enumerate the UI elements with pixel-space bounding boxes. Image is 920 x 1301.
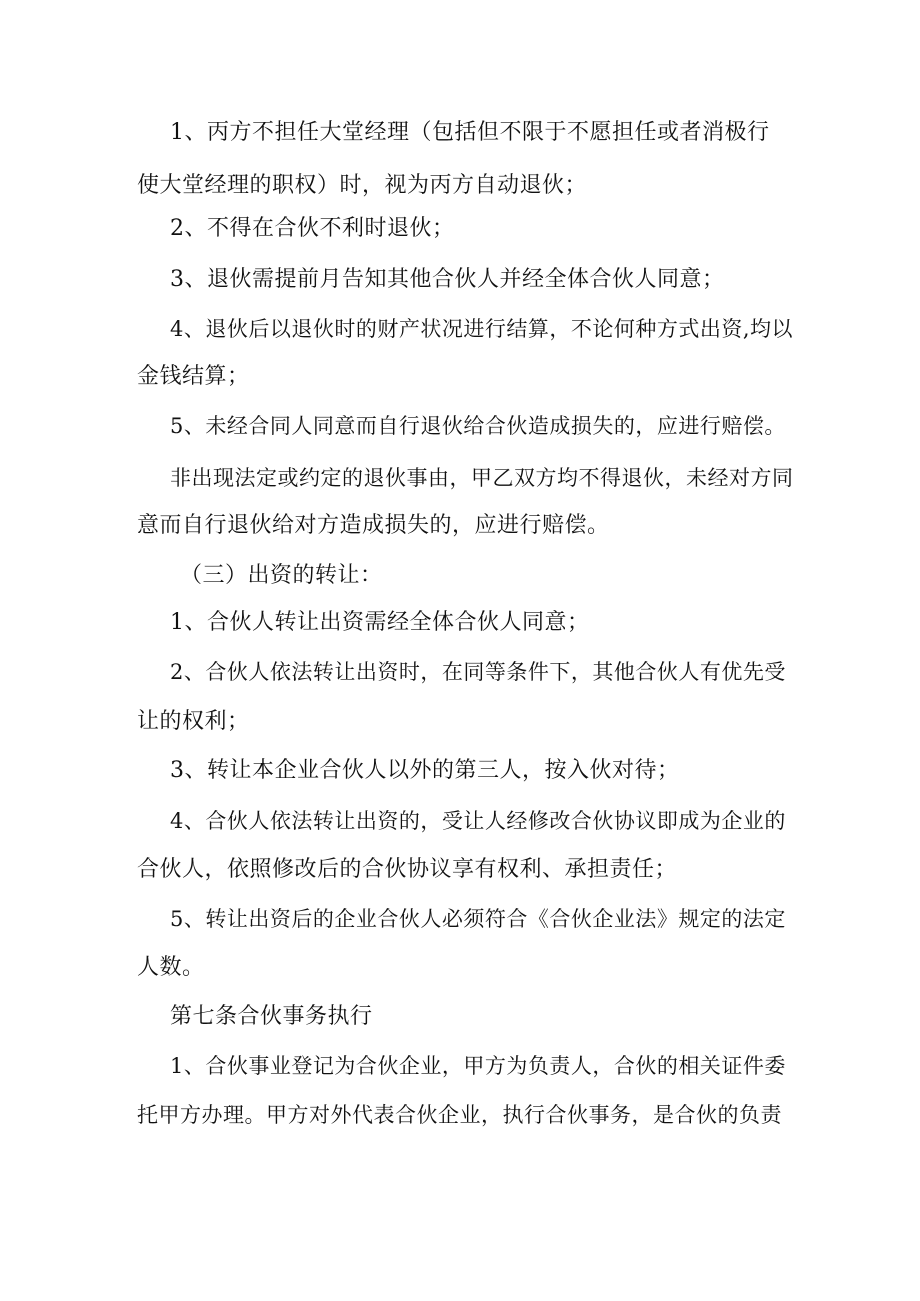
paragraph-line: 金钱结算； bbox=[137, 364, 250, 389]
paragraph-line: 4、退伙后以退伙时的财产状况进行结算，不论何种方式出资,均以 bbox=[170, 317, 794, 341]
paragraph-line: 1、合伙人转让出资需经全体合伙人同意； bbox=[170, 610, 590, 635]
section-heading: （三）出资的转让： bbox=[180, 563, 383, 588]
paragraph-line: 5、未经合同人同意而自行退伙给合伙造成损失的，应进行赔偿。 bbox=[170, 414, 786, 438]
paragraph-line: 1、丙方不担任大堂经理（包括但不限于不愿担任或者消极行 bbox=[170, 120, 770, 145]
article-heading: 第七条合伙事务执行 bbox=[170, 1004, 373, 1029]
paragraph-line: 5、转让出资后的企业合伙人必须符合《合伙企业法》规定的法定 bbox=[170, 907, 786, 931]
paragraph-line: 3、转让本企业合伙人以外的第三人，按入伙对待； bbox=[170, 758, 680, 783]
paragraph-line: 让的权利； bbox=[137, 709, 250, 734]
paragraph-line: 人数。 bbox=[137, 955, 205, 980]
paragraph-line: 非出现法定或约定的退伙事由，甲乙双方均不得退伙，未经对方同 bbox=[170, 466, 794, 490]
paragraph-line: 合伙人，依照修改后的合伙协议享有权利、承担责任； bbox=[137, 857, 678, 882]
paragraph-line: 2、合伙人依法转让出资时，在同等条件下，其他合伙人有优先受 bbox=[170, 660, 786, 684]
paragraph-line: 2、不得在合伙不利时退伙； bbox=[170, 216, 455, 241]
paragraph-line: 意而自行退伙给对方造成损失的，应进行赔偿。 bbox=[137, 513, 610, 538]
paragraph-line: 托甲方办理。甲方对外代表合伙企业，执行合伙事务，是合伙的负责 bbox=[137, 1103, 782, 1127]
paragraph-line: 3、退伙需提前月告知其他合伙人并经全体合伙人同意； bbox=[170, 267, 725, 292]
paragraph-line: 使大堂经理的职权）时，视为丙方自动退伙； bbox=[137, 173, 588, 198]
paragraph-line: 1、合伙事业登记为合伙企业，甲方为负责人，合伙的相关证件委 bbox=[170, 1054, 786, 1078]
paragraph-line: 4、合伙人依法转让出资的，受让人经修改合伙协议即成为企业的 bbox=[170, 809, 786, 833]
